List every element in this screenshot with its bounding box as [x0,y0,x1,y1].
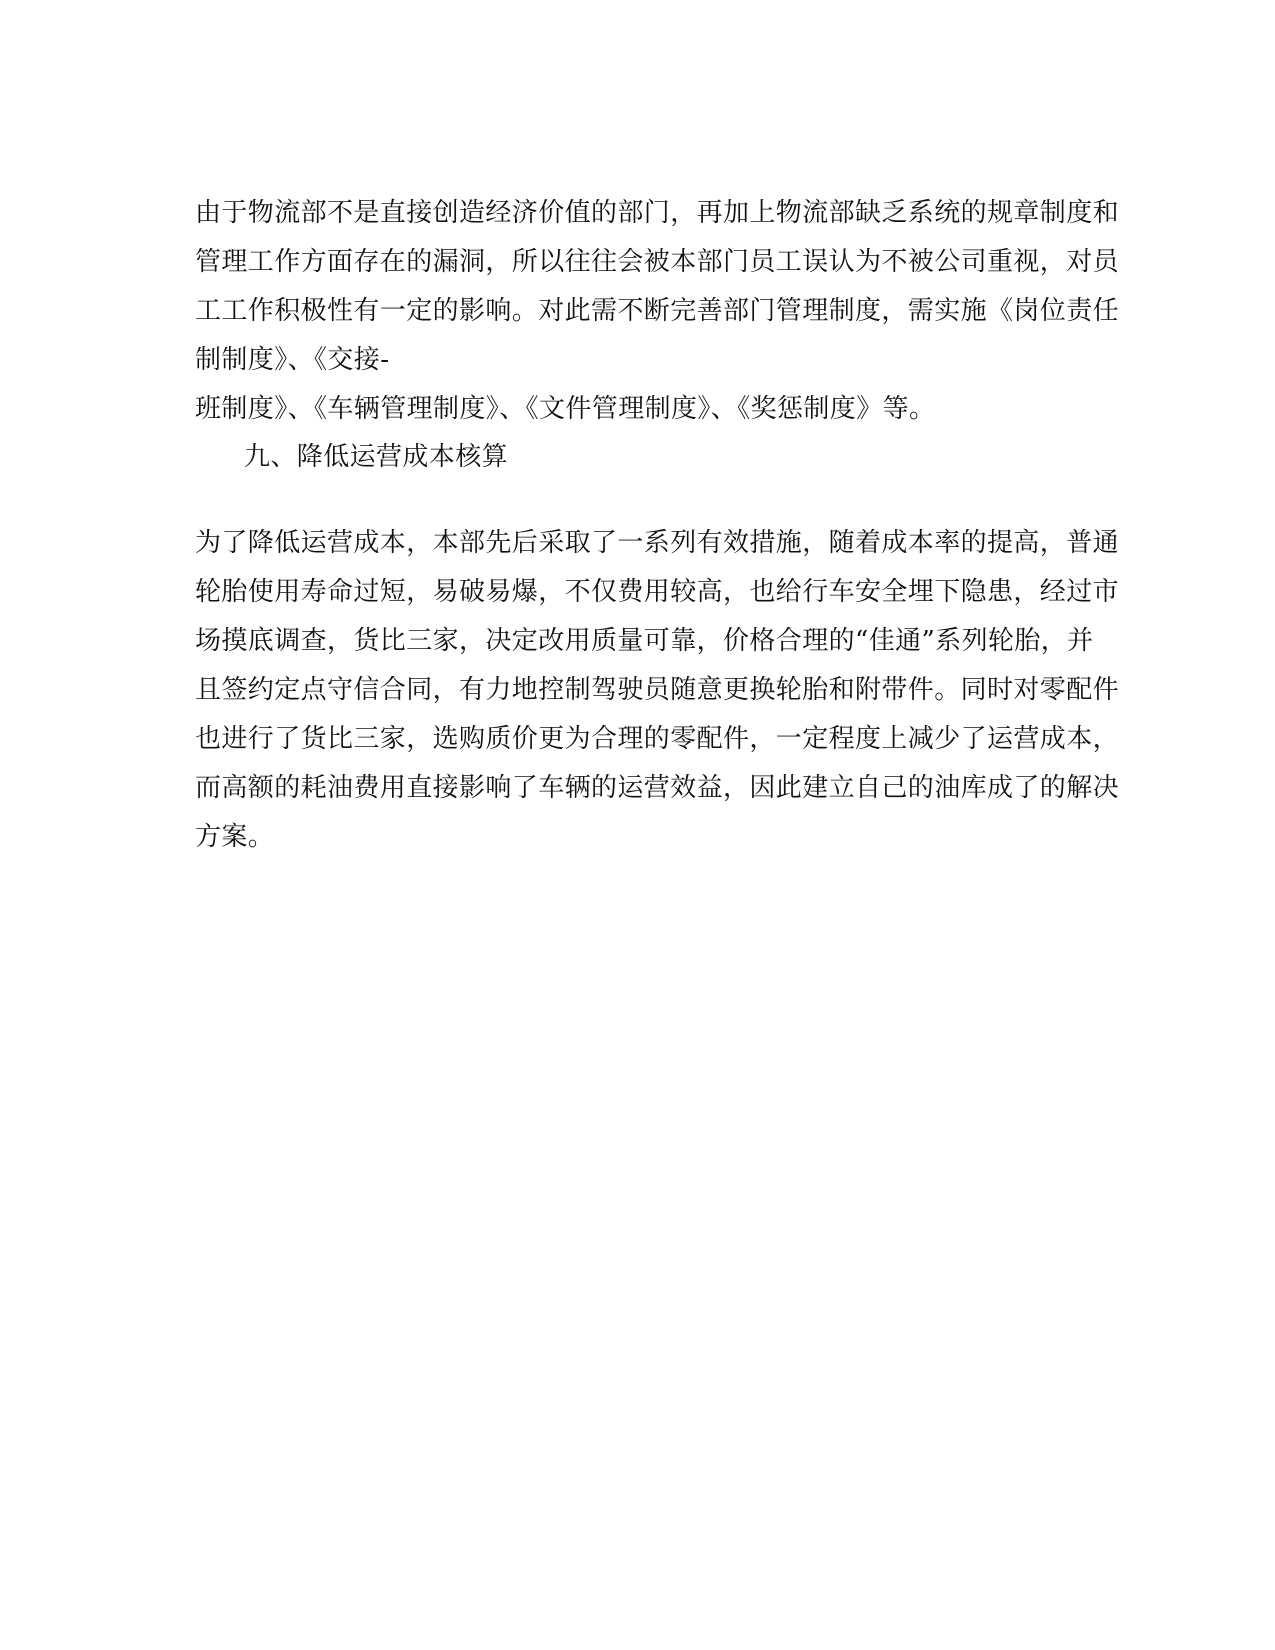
paragraph-2-line-7: 方案。 [195,822,275,852]
section-heading: 九、降低运营成本核算 [244,442,509,472]
paragraph-1-line-2: 管理工作方面存在的漏洞，所以往往会被本部门员工误认为不被公司重视，对员 [195,247,1120,277]
paragraph-2-line-1: 为了降低运营成本，本部先后采取了一系列有效措施，随着成本率的提高，普通 [195,528,1120,558]
paragraph-2-line-5: 也进行了货比三家，选购质价更为合理的零配件，一定程度上减少了运营成本， [195,724,1120,754]
paragraph-1-line-5: 班制度》、《车辆管理制度》、《文件管理制度》、《奖惩制度》等。 [195,394,936,424]
paragraph-2-line-3: 场摸底调查，货比三家，决定改用质量可靠，价格合理的“佳通”系列轮胎，并 [195,626,1094,656]
paragraph-1-line-1: 由于物流部不是直接创造经济价值的部门，再加上物流部缺乏系统的规章制度和 [195,198,1120,228]
paragraph-1-line-4: 制制度》、《交接- [195,345,390,375]
paragraph-2-line-6: 而高额的耗油费用直接影响了车辆的运营效益，因此建立自己的油库成了的解决 [195,773,1120,803]
paragraph-2-line-2: 轮胎使用寿命过短，易破易爆，不仅费用较高，也给行车安全埋下隐患，经过市 [195,577,1120,607]
paragraph-2-line-4: 且签约定点守信合同，有力地控制驾驶员随意更换轮胎和附带件。同时对零配件 [195,675,1120,705]
paragraph-1-line-3: 工工作积极性有一定的影响。对此需不断完善部门管理制度，需实施《岗位责任 [195,296,1120,326]
